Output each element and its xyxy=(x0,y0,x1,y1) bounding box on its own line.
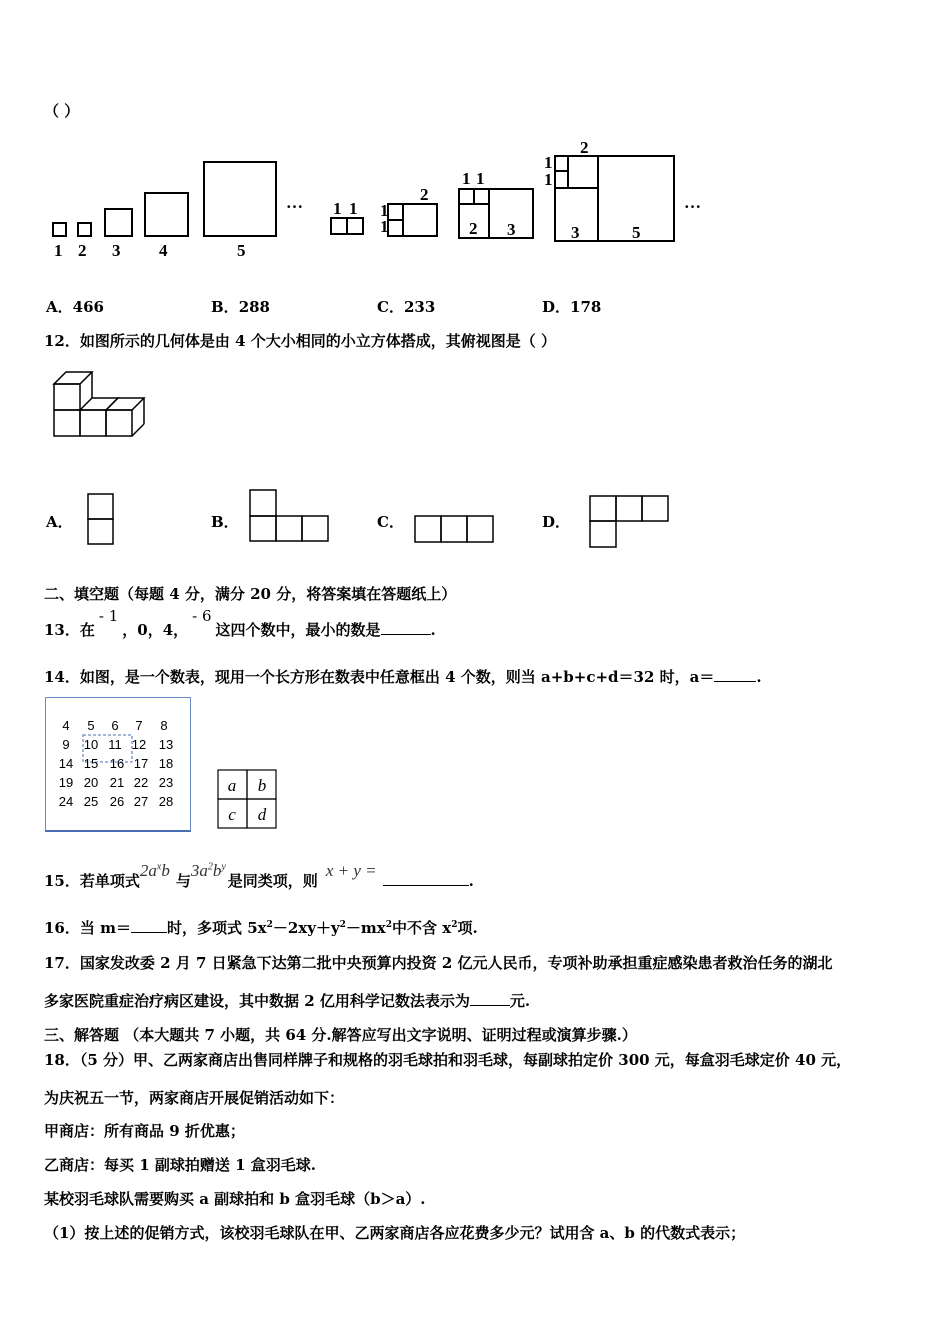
fig1-label-4: 4 xyxy=(159,241,168,260)
svg-text:17: 17 xyxy=(133,756,149,771)
svg-text:7: 7 xyxy=(135,718,143,733)
q15-monomial-1: $2a^xb$ xyxy=(139,861,170,880)
fig2-label-b: 1 xyxy=(349,199,358,218)
square-5 xyxy=(204,162,276,236)
q11-option-a: A．466 xyxy=(46,298,104,316)
svg-text:20: 20 xyxy=(83,775,99,790)
q18-line4: 乙商店：每买 1 副球拍赠送 1 盒羽毛球. xyxy=(44,1156,316,1174)
q12-option-d: D． xyxy=(542,513,571,531)
section3-title: 三、解答题 （本大题共 7 小题，共 64 分.解答应写出文字说明、证明过程或演算步骤.） xyxy=(44,1026,637,1044)
q11-option-b: B．288 xyxy=(211,298,270,316)
q15-monomial-2: $3a^2b^y$ xyxy=(190,861,226,880)
fig2-label-e: 2 xyxy=(420,185,429,204)
q18-line3: 甲商店：所有商品 9 折优惠； xyxy=(44,1122,245,1140)
svg-text:16: 16 xyxy=(109,756,125,771)
svg-text:27: 27 xyxy=(133,794,149,809)
q12-cube-figure xyxy=(50,368,160,443)
q12-option-a: A． xyxy=(46,513,73,531)
svg-text:5: 5 xyxy=(87,718,95,733)
square-3 xyxy=(105,209,132,236)
fig1-ellipsis: … xyxy=(286,193,303,212)
svg-text:6: 6 xyxy=(111,718,119,733)
q14-number-table xyxy=(45,697,191,832)
fig2-label-d: 1 xyxy=(380,217,389,236)
q14-text: 14．如图，是一个数表，现用一个长方形在数表中任意框出 4 个数，则当 a+b+c+d＝32 时，a＝ . xyxy=(44,668,762,686)
svg-text:18: 18 xyxy=(158,756,174,771)
fig2-label-m: 3 xyxy=(571,223,580,242)
svg-text:13: 13 xyxy=(158,737,174,752)
q13-text: 13．在- 1，0，4，- 6这四个数中，最小的数是 . xyxy=(44,607,436,639)
q12-option-d-figure xyxy=(588,494,673,549)
svg-text:26: 26 xyxy=(109,794,125,809)
fig2-label-g: 1 xyxy=(476,169,485,188)
q11-option-c: C．233 xyxy=(377,298,436,316)
svg-text:c: c xyxy=(228,805,236,824)
svg-text:21: 21 xyxy=(109,775,125,790)
q14-answer-blank[interactable] xyxy=(714,681,756,682)
svg-text:11: 11 xyxy=(108,737,122,752)
svg-text:19: 19 xyxy=(58,775,74,790)
q11-paren: （ ） xyxy=(44,102,80,120)
q11-figure-fibonacci xyxy=(325,140,715,250)
fig2-label-n: 5 xyxy=(632,223,641,242)
q18-line6: （1）按上述的促销方式，该校羽毛球队在甲、乙两家商店各应花费多少元？试用含 a、b 的代数式表示； xyxy=(44,1224,746,1242)
q16-text: 16．当 m＝ 时，多项式 $5x^2-2xy+y^2-mx^2$中不含 $x^2$项. xyxy=(44,919,478,937)
q14-table-svg xyxy=(46,698,190,830)
svg-text:22: 22 xyxy=(133,775,149,790)
svg-text:15: 15 xyxy=(83,756,99,771)
fig2-ellipsis: … xyxy=(684,193,701,212)
fig1-label-5: 5 xyxy=(237,241,246,260)
q14-abcd-box xyxy=(216,768,281,830)
fig1-label-2: 2 xyxy=(78,241,87,260)
q11-figure-squares xyxy=(40,150,360,260)
q12-option-a-figure xyxy=(86,492,116,547)
q18-line2: 为庆祝五一节，两家商店开展促销活动如下： xyxy=(44,1089,345,1107)
fig2-label-f: 1 xyxy=(462,169,471,188)
square-1 xyxy=(53,223,66,236)
svg-text:4: 4 xyxy=(62,718,70,733)
square-2 xyxy=(78,223,91,236)
q18-line5: 某校羽毛球队需要购买 a 副球拍和 b 盒羽毛球（b＞a）. xyxy=(44,1190,426,1208)
q12-option-c-figure xyxy=(413,514,498,546)
q17-answer-blank[interactable] xyxy=(470,1005,510,1006)
svg-text:8: 8 xyxy=(160,718,168,733)
q13-neg1: - 1 xyxy=(98,607,119,625)
q13-answer-blank[interactable] xyxy=(381,634,431,635)
q18-line1: 18．（5 分）甲、乙两家商店出售同样牌子和规格的羽毛球拍和羽毛球，每副球拍定价 300 元，每盒羽毛球定价 40 元， xyxy=(44,1051,852,1069)
svg-text:14: 14 xyxy=(58,756,74,771)
svg-text:a: a xyxy=(227,776,237,795)
q12-text: 12．如图所示的几何体是由 4 个大小相同的小立方体搭成，其俯视图是（ ） xyxy=(44,332,556,350)
q11-option-d: D．178 xyxy=(542,298,602,316)
fig1-label-3: 3 xyxy=(112,241,121,260)
fig2-label-j: 1 xyxy=(544,153,553,172)
fig2-label-a: 1 xyxy=(333,199,342,218)
q13-neg6: - 6 xyxy=(192,607,212,625)
fig2-label-l: 2 xyxy=(580,138,589,157)
svg-text:b: b xyxy=(257,776,267,795)
q17-line1: 17．国家发改委 2 月 7 日紧急下达第二批中央预算内投资 2 亿元人民币，专项补助承担重症感染患者救治任务的湖北 xyxy=(44,954,833,972)
svg-text:28: 28 xyxy=(158,794,174,809)
svg-text:25: 25 xyxy=(83,794,99,809)
section2-title: 二、填空题（每题 4 分，满分 20 分，将答案填在答题纸上） xyxy=(44,585,457,603)
q15-expr: x + y = xyxy=(325,861,377,880)
svg-text:12: 12 xyxy=(131,737,147,752)
fig2-label-h: 2 xyxy=(469,219,478,238)
fig1-label-1: 1 xyxy=(54,241,63,260)
svg-text:24: 24 xyxy=(58,794,74,809)
q16-answer-blank[interactable] xyxy=(131,932,167,933)
square-4 xyxy=(145,193,188,236)
svg-text:23: 23 xyxy=(158,775,174,790)
svg-text:9: 9 xyxy=(62,737,70,752)
q17-line2: 多家医院重症治疗病区建设，其中数据 2 亿用科学记数法表示为 元. xyxy=(44,992,531,1010)
fig2-label-c: 1 xyxy=(380,201,389,220)
fig2-label-i: 3 xyxy=(507,220,516,239)
q12-option-c: C． xyxy=(377,513,404,531)
q12-option-b: B． xyxy=(211,513,239,531)
q15-text: 15．若单项式$2a^xb$与$3a^2b^y$是同类项，则x + y =. xyxy=(44,861,474,890)
svg-text:d: d xyxy=(257,805,267,824)
q15-answer-blank[interactable] xyxy=(383,885,469,886)
fig2-label-k: 1 xyxy=(544,170,553,189)
svg-text:10: 10 xyxy=(83,737,99,752)
q12-option-b-figure xyxy=(248,488,333,543)
